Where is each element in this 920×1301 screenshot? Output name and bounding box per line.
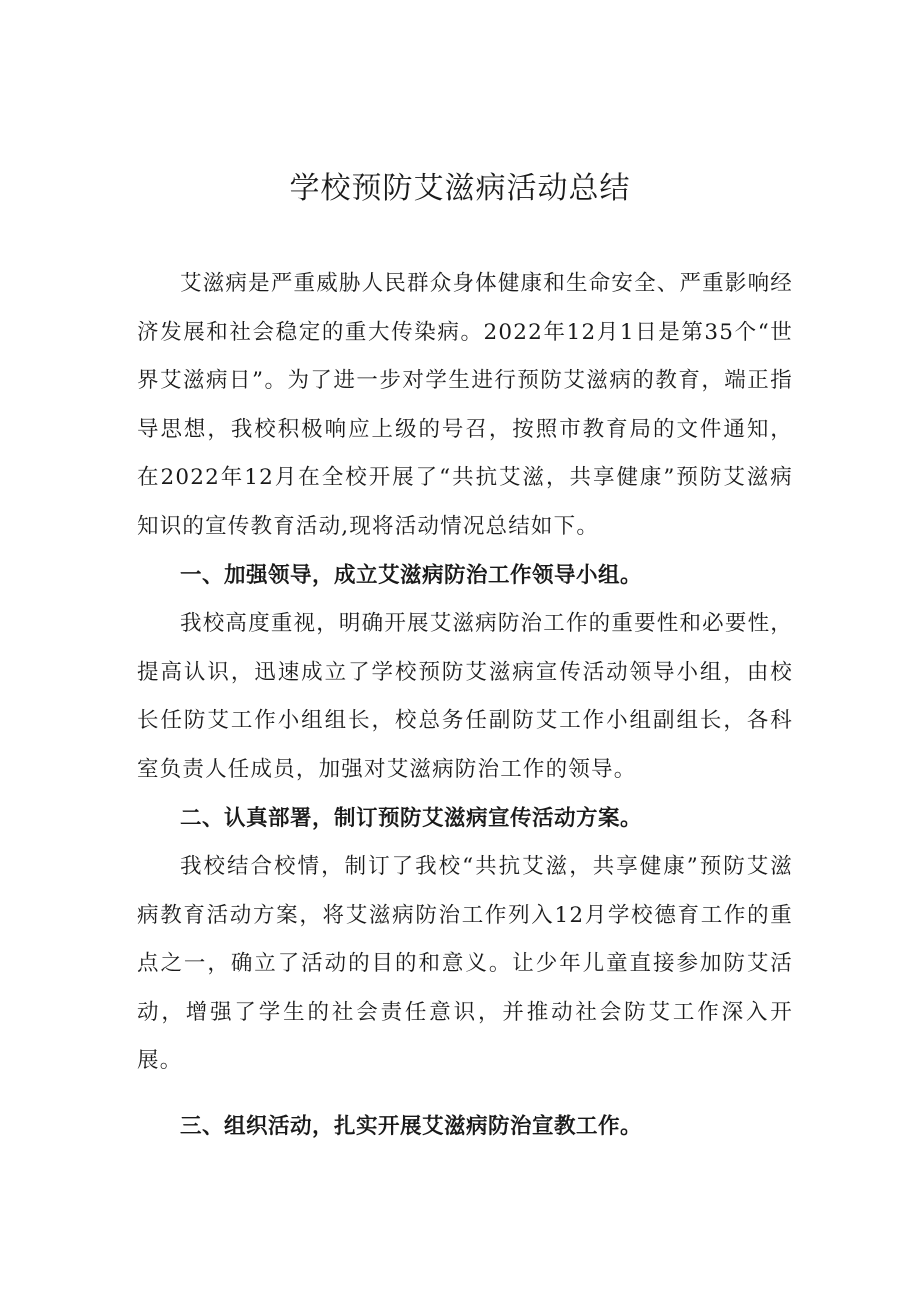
section-1-heading: 一、加强领导，成立艾滋病防治工作领导小组。 <box>180 563 643 588</box>
document-title: 学校预防艾滋病活动总结 <box>289 171 631 206</box>
intro-paragraph: 艾滋病是严重威胁人民群众身体健康和生命安全、严重影响经济发展和社会稳定的重大传染病。2022年12月1日是第35个“世界艾滋病日”。为了进一步对学生进行预防艾滋病的教育，端正指导思想，我校积极响应上级的号召，按照市教育局的文件通知，在2022年12月在全校开展了“共抗艾滋，共享健康”预防艾滋病知识的宣传教育活动,现将活动情况总结如下。 <box>137 271 793 539</box>
section-2-body: 我校结合校情，制订了我校“共抗艾滋，共享健康”预防艾滋病教育活动方案，将艾滋病防治工作列入12月学校德育工作的重点之一，确立了活动的目的和意义。让少年儿童直接参加防艾活动，增强了学生的社会责任意识，并推动社会防艾工作深入开展。 <box>137 854 793 1073</box>
section-3-heading: 三、组织活动，扎实开展艾滋病防治宣教工作。 <box>180 1114 643 1139</box>
section-2-heading: 二、认真部署，制订预防艾滋病宣传活动方案。 <box>180 806 643 831</box>
section-1-body: 我校高度重视，明确开展艾滋病防治工作的重要性和必要性，提高认识，迅速成立了学校预防艾滋病宣传活动领导小组，由校长任防艾工作小组组长，校总务任副防艾工作小组副组长，各科室负责人任成员，加强对艾滋病防治工作的领导。 <box>137 611 793 782</box>
